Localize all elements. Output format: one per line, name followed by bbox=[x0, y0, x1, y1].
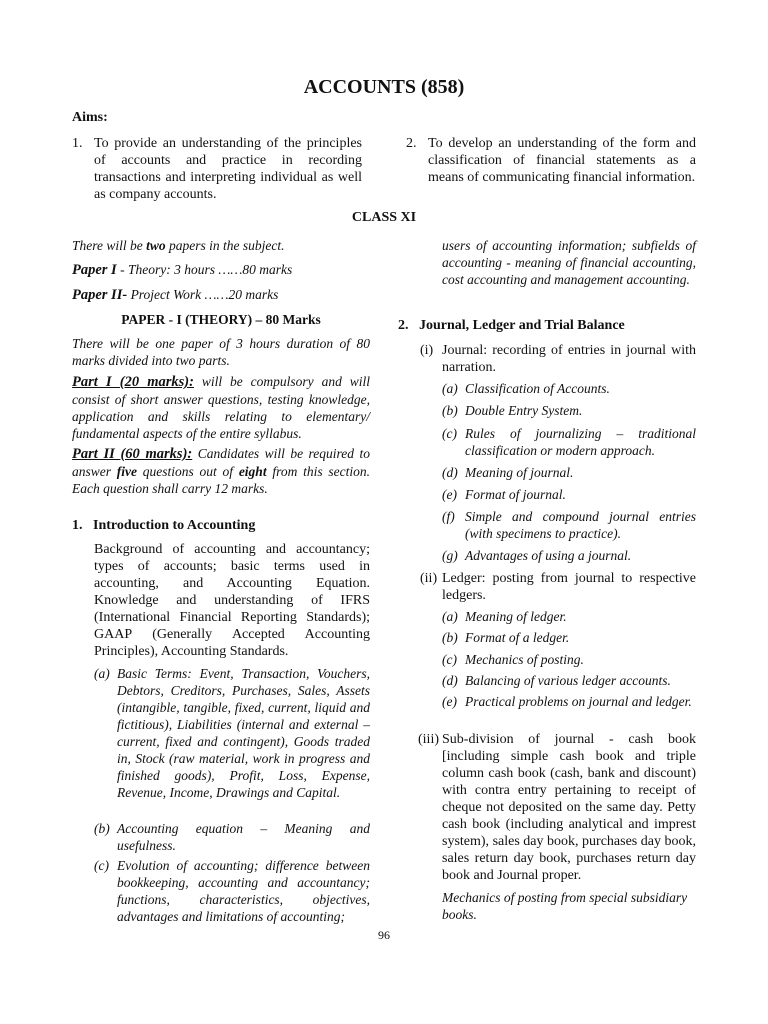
sub-i-item-g: (g) Advantages of using a journal. bbox=[442, 548, 632, 563]
paper-theory-heading: PAPER - I (THEORY) – 80 Marks bbox=[121, 312, 321, 327]
sub-ii-item-c: (c) Mechanics of posting. bbox=[442, 652, 584, 667]
aim-2-text: To develop an understanding of the form and classification of financial statements as a means of communicating financial information. bbox=[428, 136, 696, 185]
section-1-item-a: (a) Basic Terms: Event, Transaction, Vouchers, Debtors, Creditors, Purchases, Sales, Assets (intangible, tangible, fixed, current, liquid and fictitious), Liabilities (internal and external – current, fixed and contingent), Goods traded in, Stock (raw material, work in progress and finished goods), Profit, Loss, Expense, Revenue, Income, Drawings and Capital. bbox=[94, 666, 370, 800]
sub-ii-item-b: (b) Format of a ledger. bbox=[442, 630, 570, 645]
sub-i-item-f: (f) Simple and compound journal entries (with specimens to practice). bbox=[442, 509, 696, 541]
sub-iii: (iii) Sub-division of journal - cash book [including simple cash book and triple column cash book (cash, bank and discount) with contra entry pertaining to receipt of cheque not deposited on the same day. Petty cash book (including analytical and imprest system), sales day book, purchases day book, sales return day book, purchases return day book and Journal proper. bbox=[418, 732, 696, 883]
page-title: ACCOUNTS (858) bbox=[303, 76, 465, 98]
part-2-text: Part II (60 marks): Candidates will be required to answer five questions out of eight from this section. Each question shall carry 12 marks. bbox=[72, 446, 370, 496]
sub-i-item-c: (c) Rules of journalizing – traditional classification or modern approach. bbox=[442, 426, 696, 458]
sub-ii-item-e: (e) Practical problems on journal and ledger. bbox=[442, 694, 692, 709]
sub-i-item-b: (b) Double Entry System. bbox=[442, 403, 583, 418]
section-1-paragraph: Background of accounting and accountancy; types of accounts; basic terms used in accounting, and Accounting Equation. Knowledge and understanding of IFRS (International Financial Reporting Standards); GAAP (Generally Accepted Accounting Principles), Accounting Standards. bbox=[94, 542, 370, 659]
aim-2-number: 2. bbox=[406, 136, 417, 151]
part-1-text: Part I (20 marks): will be compulsory and will consist of short answer questions, testing knowledge, application and skills relating to elementary/ fundamental aspects of the entire syllabus. bbox=[72, 374, 370, 441]
sub-iii-note: Mechanics of posting from special subsidiary books. bbox=[442, 890, 688, 922]
continuation-text: users of accounting information; subfields of accounting - meaning of financial accounting, cost accounting and management accounting. bbox=[442, 238, 696, 287]
duration-text: There will be one paper of 3 hours duration of 80 marks divided into two parts. bbox=[72, 336, 370, 368]
paper-2-line: Paper II- Project Work ……20 marks bbox=[72, 287, 279, 303]
section-2-heading: 2. Journal, Ledger and Trial Balance bbox=[398, 318, 625, 333]
aim-1 bbox=[72, 135, 362, 203]
aim-1-number: 1. bbox=[72, 136, 83, 151]
aims-heading: Aims: bbox=[72, 110, 108, 125]
page-number: 96 bbox=[378, 928, 390, 942]
sub-i-item-a: (a) Classification of Accounts. bbox=[442, 381, 610, 396]
sub-i-item-d: (d) Meaning of journal. bbox=[442, 465, 574, 480]
sub-ii-item-d: (d) Balancing of various ledger accounts. bbox=[442, 673, 671, 688]
section-1-item-c: (c) Evolution of accounting; difference between bookkeeping, accounting and accountancy; functions, characteristics, objectives, advantages and limitations of accounting; bbox=[94, 858, 370, 924]
aim-2 bbox=[406, 135, 696, 186]
sub-ii: (ii) Ledger: posting from journal to respective ledgers. bbox=[420, 571, 696, 603]
class-heading: CLASS XI bbox=[351, 210, 417, 225]
paper-1-line: Paper I - Theory: 3 hours ……80 marks bbox=[72, 262, 293, 278]
section-1-item-b: (b) Accounting equation – Meaning and usefulness. bbox=[94, 821, 370, 853]
sub-i-item-e: (e) Format of journal. bbox=[442, 487, 566, 502]
sub-i: (i) Journal: recording of entries in journal with narration. bbox=[420, 343, 696, 375]
section-1-heading: 1. Introduction to Accounting bbox=[72, 518, 256, 533]
sub-ii-item-a: (a) Meaning of ledger. bbox=[442, 609, 567, 624]
aim-1-text: To provide an understanding of the principles of accounts and practice in recording transactions and interpreting individual as well as company accounts. bbox=[94, 136, 362, 202]
papers-line: There will be two papers in the subject. bbox=[72, 238, 285, 253]
